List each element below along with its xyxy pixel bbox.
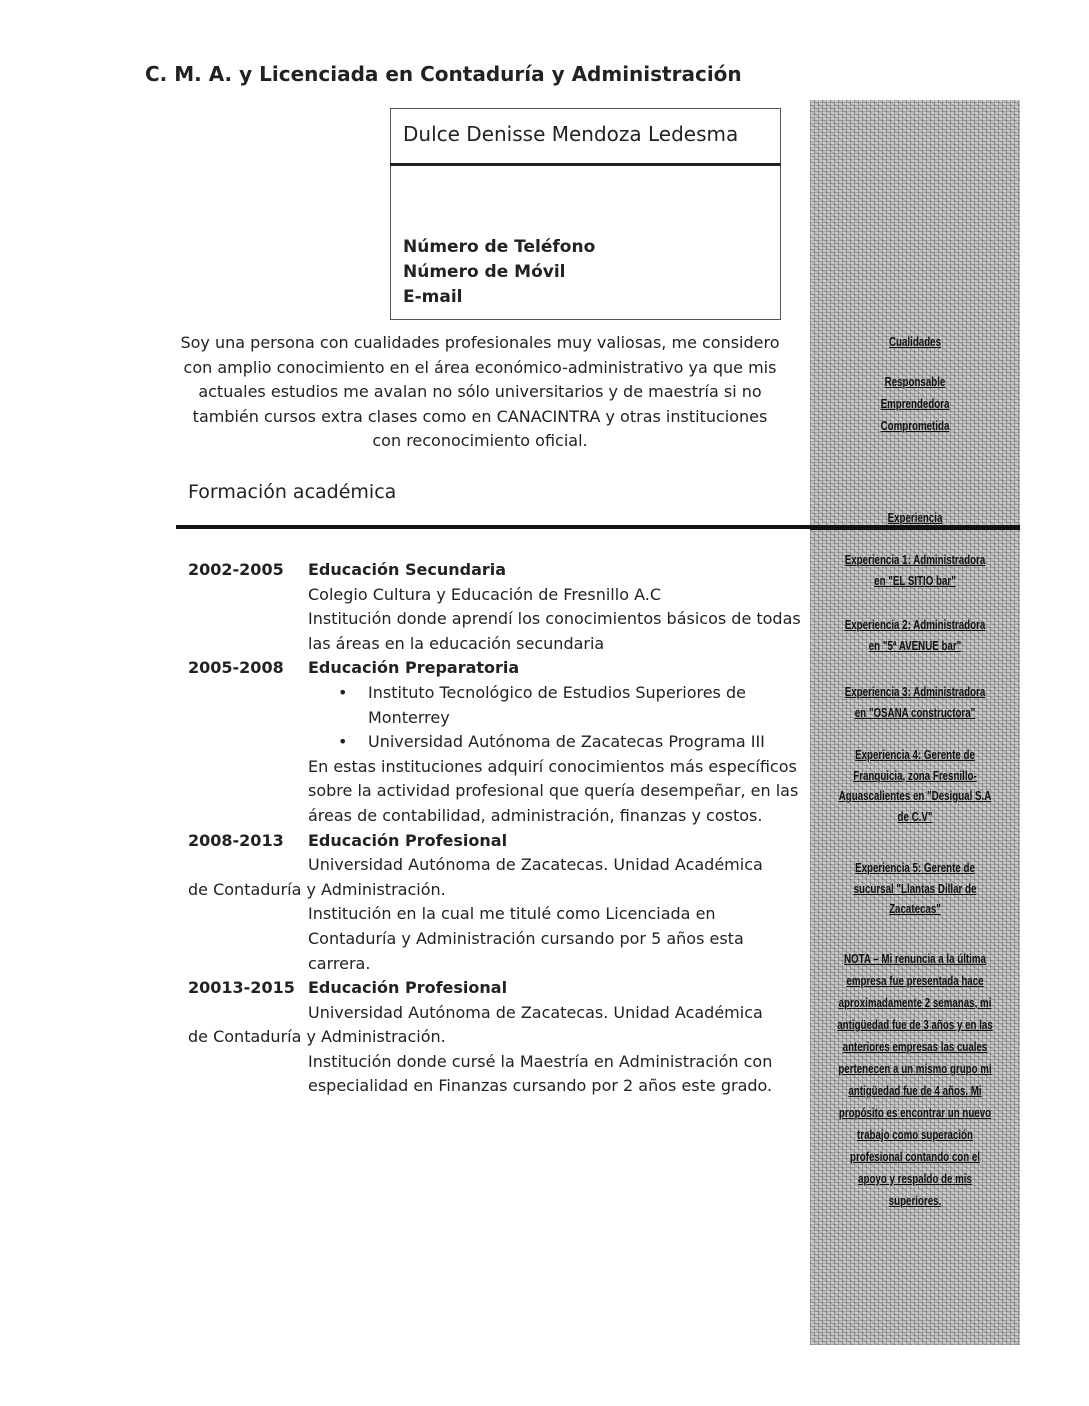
entry-years: 20013-2015: [188, 978, 295, 998]
entry-bullet: • Universidad Autónoma de Zacatecas Programa III: [188, 730, 808, 755]
entry-degree: Educación Preparatoria: [308, 658, 520, 678]
entry-description: Institución donde aprendí los conocimientos básicos de todas las áreas en la educación secundaria: [308, 609, 801, 653]
contact-info: [403, 235, 595, 310]
quality-item: Responsable: [884, 375, 946, 389]
quality-item: Emprendedora: [880, 397, 950, 411]
entry-school: Universidad Autónoma de Zacatecas. Unidad Académica: [308, 855, 763, 875]
email-label: E-mail: [403, 287, 463, 307]
entry-school: Colegio Cultura y Educación de Fresnillo A.C: [308, 584, 661, 604]
qualities-heading: Cualidades: [888, 335, 942, 349]
mobile-label: Número de Móvil: [403, 262, 566, 282]
experience-heading: Experiencia: [887, 511, 943, 525]
entry-years: 2008-2013: [188, 830, 284, 850]
entry-years: 2005-2008: [188, 658, 284, 678]
entry-description: Institución donde cursé la Maestría en Administración con especialidad en Finanzas cursando por 2 años este grado.: [308, 1051, 773, 1096]
experience-item: Experiencia 2: Administradora en "5ª AVENUE bar": [844, 618, 986, 653]
resume-title: C. M. A. y Licenciada en Contaduría y Administración: [145, 62, 742, 86]
entry-bullet: • Instituto Tecnológico de Estudios Superiores de Monterrey: [188, 681, 808, 730]
entry-degree: Educación Profesional: [308, 978, 508, 998]
entry-degree: Educación Secundaria: [308, 560, 507, 579]
experience-item: Experiencia 5: Gerente de sucursal "Llantas Dillar de Zacatecas": [853, 861, 977, 916]
candidate-name: Dulce Denisse Mendoza Ledesma: [403, 122, 739, 146]
quality-item: Comprometida: [880, 419, 950, 433]
education-entry: [188, 829, 808, 977]
entry-school-cont: de Contaduría y Administración.: [188, 879, 446, 899]
entry-degree: Educación Profesional: [308, 830, 508, 850]
sidebar: [810, 100, 1020, 1345]
entry-school-cont: de Contaduría y Administración.: [188, 1027, 446, 1047]
education-entry: [188, 558, 808, 656]
experience-item: Experiencia 1: Administradora en "EL SITIO bar": [844, 553, 986, 588]
experience-item: Experiencia 4: Gerente de Franquicia, zona Fresnillo-Aguascalientes en "Desigual S.A de C.V": [838, 748, 992, 824]
profile-summary: Soy una persona con cualidades profesionales muy valiosas, me considero con amplio conocimiento en el área económico-administrativo ya que mis actuales estudios me avalan no sólo universitarios y de maestría si no también cursos extra clases como en CANACINTRA y otras instituciones con reconocimiento oficial.: [180, 333, 780, 450]
entry-description: En estas instituciones adquirí conocimientos más específicos sobre la actividad profesional que quería desempeñar, en las áreas de contabilidad, administración, finanzas y costos.: [308, 756, 799, 825]
education-heading: Formación académica: [188, 481, 397, 503]
experience-item: Experiencia 3: Administradora en "OSANA constructora": [844, 685, 986, 720]
education-list: [188, 558, 808, 1099]
phone-label: Número de Teléfono: [403, 237, 596, 257]
entry-years: 2002-2005: [188, 560, 284, 579]
education-entry: [188, 656, 808, 828]
experience-rule: [810, 525, 1020, 530]
education-entry: [188, 976, 808, 1099]
resignation-note: NOTA – Mi renuncia a la última empresa fue presentada hace aproximadamente 2 semanas, mi antigüedad fue de 3 años y en las anteriores empresas las cuales pertenecen a un mismo grupo mi antigüedad fue de 4 años. Mi propósito es encontrar un nuevo trabajo como superación profesional contando con el apoyo y respaldo de mis superiores.: [837, 952, 993, 1208]
header-divider: [390, 163, 781, 166]
entry-school: Universidad Autónoma de Zacatecas. Unidad Académica: [308, 1002, 763, 1022]
entry-description: Institución en la cual me titulé como Licenciada en Contaduría y Administración cursando por 5 años esta carrera.: [308, 904, 744, 973]
